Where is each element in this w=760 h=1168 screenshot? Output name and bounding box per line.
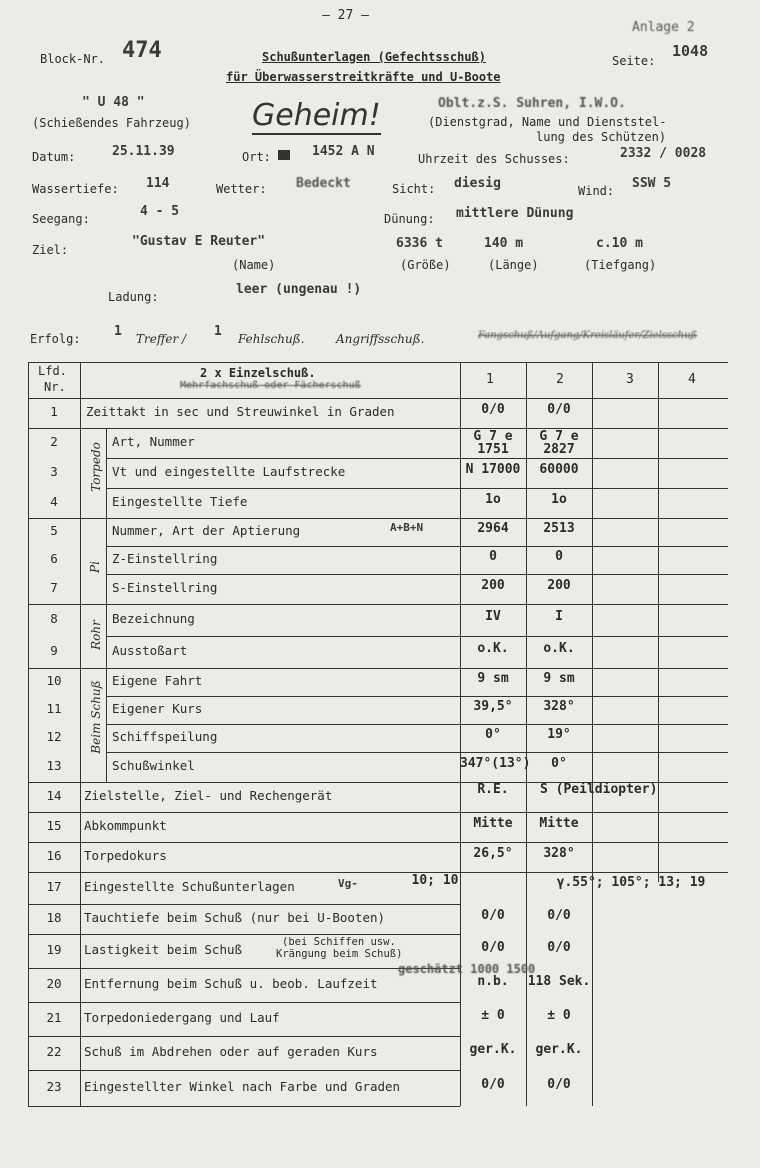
ort-value: 1452 A N — [312, 144, 375, 159]
row-number: 2 — [50, 434, 58, 449]
row-value-1: 39,5° — [473, 699, 513, 714]
row-value-2: o.K. — [543, 641, 575, 656]
caption-groesse: (Größe) — [400, 258, 451, 272]
classification-stamp: Geheim! — [252, 98, 381, 133]
row-value-2: 1o — [551, 492, 567, 507]
row-divider — [106, 546, 728, 547]
row-value-1: ± 0 — [481, 1008, 505, 1023]
row-value-1: o.K. — [477, 641, 509, 656]
row-value-1: 9 sm — [477, 671, 509, 686]
row-label: Nummer, Art der Aptierung — [112, 523, 301, 538]
treffer-label: Treffer / — [136, 332, 187, 346]
uhrzeit-value: 2332 / 0028 — [620, 146, 707, 161]
erfolg-label: Erfolg: — [30, 332, 81, 346]
duenung-label: Dünung: — [384, 212, 435, 226]
caption-name: (Name) — [232, 258, 276, 272]
row-value-1: 2964 — [477, 521, 509, 536]
row-value-2: 0/0 — [547, 402, 571, 417]
row-number: 18 — [46, 910, 62, 925]
row-number: 5 — [50, 523, 58, 538]
row-extra: A+B+N — [390, 521, 424, 534]
row-number: 10 — [46, 673, 62, 688]
row-label: Eigene Fahrt — [112, 673, 203, 688]
row-number: 19 — [46, 942, 62, 957]
row-divider — [106, 724, 728, 725]
row-value-1: 0/0 — [481, 940, 505, 955]
row-value-2: 328° — [543, 699, 575, 714]
col-nr-label: Nr. — [44, 380, 66, 394]
row-number: 9 — [50, 643, 58, 658]
row-number: 11 — [46, 701, 62, 716]
col-4-header: 4 — [688, 372, 696, 387]
row-value-2: γ.55°; 105°; 13; 19 — [556, 875, 706, 890]
group-torpedo-label: Torpedo — [89, 442, 103, 492]
row-number: 22 — [46, 1044, 62, 1059]
row-value-1: ger.K. — [469, 1042, 517, 1057]
row-value-2: 118 Sek. — [527, 974, 591, 989]
col-1-header: 1 — [486, 372, 494, 387]
row-value-1: 200 — [481, 578, 505, 593]
row-number: 7 — [50, 580, 58, 595]
col-3-header: 3 — [626, 372, 634, 387]
ziel-laenge: 140 m — [484, 236, 524, 251]
row-value-1: 26,5° — [473, 846, 513, 861]
row-value-2: 9 sm — [543, 671, 575, 686]
row-note: Krängung beim Schuß) — [276, 948, 403, 960]
row-number: 12 — [46, 729, 62, 744]
row-value-1: 0° — [485, 727, 501, 742]
shooter-caption-1: (Dienstgrad, Name und Dienststel- — [428, 115, 667, 129]
row-label: Abkommpunkt — [84, 818, 167, 833]
row-extra: Vg- — [338, 877, 358, 890]
datum-value: 25.11.39 — [112, 144, 175, 159]
row-divider — [28, 1002, 460, 1003]
row-value-1: n.b. — [477, 974, 509, 989]
ziel-name: "Gustav E Reuter" — [132, 234, 266, 249]
group-divider — [28, 518, 728, 519]
row-label: Z-Einstellring — [112, 551, 218, 566]
row-divider — [28, 968, 460, 969]
boat-caption: (Schießendes Fahrzeug) — [32, 116, 191, 130]
row-number: 14 — [46, 788, 62, 803]
duenung-value: mittlere Dünung — [456, 206, 574, 221]
seegang-value: 4 - 5 — [140, 204, 180, 219]
sicht-value: diesig — [454, 176, 501, 191]
row-value-1: 0 — [489, 549, 497, 564]
caption-tiefgang: (Tiefgang) — [584, 258, 657, 272]
row-value-2: 200 — [547, 578, 571, 593]
row-value-2: ± 0 — [547, 1008, 571, 1023]
row-label: Schuß im Abdrehen oder auf geraden Kurs — [84, 1044, 378, 1059]
row-value-2: 0/0 — [547, 908, 571, 923]
row-divider — [106, 574, 728, 575]
block-label: Block-Nr. — [40, 52, 106, 66]
row-value-2: 0 — [555, 549, 563, 564]
row-value-2: Mitte — [539, 816, 579, 831]
col-2-header: 2 — [556, 372, 564, 387]
row-value-2: S (Peildiopter) — [540, 782, 658, 797]
row-value-2: 19° — [547, 727, 571, 742]
datum-label: Datum: — [32, 150, 76, 164]
wind-label: Wind: — [578, 184, 615, 198]
caption-laenge: (Länge) — [488, 258, 539, 272]
row-value-1: N 17000 — [465, 462, 521, 477]
row-divider — [106, 752, 728, 753]
row-number: 20 — [46, 976, 62, 991]
seite-label: Seite: — [612, 54, 656, 68]
row-value-1: 347°(13°) — [460, 756, 531, 771]
row-number: 23 — [46, 1079, 62, 1094]
row-divider — [28, 934, 460, 935]
form-title: Schußunterlagen (Gefechtsschuß) — [262, 50, 486, 64]
row-value-2: 60000 — [539, 462, 579, 477]
row-label: Schiffspeilung — [112, 729, 218, 744]
row-value-1: IV — [485, 609, 501, 624]
row-label: Eingestellter Winkel nach Farbe und Graden — [84, 1079, 401, 1094]
row-divider — [106, 458, 728, 459]
group-rohr-label: Rohr — [89, 620, 103, 650]
group-divider — [28, 428, 728, 429]
row-divider — [28, 904, 460, 905]
row-value-1: 0/0 — [481, 908, 505, 923]
row-value-1: Mitte — [473, 816, 513, 831]
boat-name: " U 48 " — [82, 95, 145, 110]
row-label: Eingestellte Schußunterlagen — [84, 879, 295, 894]
angriffsschuss-label: Angriffsschuß. — [336, 332, 425, 346]
row-label: Torpedokurs — [84, 848, 167, 863]
row-value-1: G 7 e 1751 — [473, 429, 513, 457]
row-label: Ausstoßart — [112, 643, 188, 658]
struck-options: Fangschuß/Aufgang/Kreisläufer/Zielsschuß — [478, 330, 698, 341]
shooter-name: Oblt.z.S. Suhren, I.W.O. — [438, 96, 626, 111]
row-value-2: 328° — [543, 846, 575, 861]
ziel-label: Ziel: — [32, 243, 69, 257]
row-value-2: 0/0 — [547, 940, 571, 955]
shooter-caption-2: lung des Schützen) — [536, 130, 667, 144]
row-note: (bei Schiffen usw. — [282, 936, 396, 948]
row-label: S-Einstellring — [112, 580, 218, 595]
seite-value: 1048 — [672, 42, 709, 60]
row-label: Entfernung beim Schuß u. beob. Laufzeit — [84, 976, 378, 991]
row-value-2: 2513 — [543, 521, 575, 536]
table-main-heading: 2 x Einzelschuß. — [200, 366, 316, 380]
fehlschuss-label: Fehlschuß. — [238, 332, 305, 346]
group-divider — [28, 604, 728, 605]
row-number: 6 — [50, 551, 58, 566]
row-label: Torpedoniedergang und Lauf — [84, 1010, 280, 1025]
row-value-2: 0/0 — [547, 1077, 571, 1092]
ort-label: Ort: — [242, 150, 271, 164]
seegang-label: Seegang: — [32, 212, 90, 226]
row-label: Vt und eingestellte Laufstrecke — [112, 464, 346, 479]
row-number: 4 — [50, 494, 58, 509]
row-divider — [106, 488, 728, 489]
ladung-label: Ladung: — [108, 290, 159, 304]
row-value-1: 1o — [485, 492, 501, 507]
ort-square-icon — [278, 150, 290, 160]
wassertiefe-label: Wassertiefe: — [32, 182, 119, 196]
wind-value: SSW 5 — [632, 176, 672, 191]
row-number: 13 — [46, 758, 62, 773]
row-number: 16 — [46, 848, 62, 863]
table-struck-heading: Mehrfachschuß oder Fächerschuß — [180, 380, 361, 391]
row-divider — [28, 1036, 460, 1037]
row-label: Art, Nummer — [112, 434, 195, 449]
treffer-count: 1 — [114, 324, 122, 339]
row-divider — [28, 812, 728, 813]
row-label: Lastigkeit beim Schuß — [84, 942, 243, 957]
ladung-value: leer (ungenau !) — [236, 282, 362, 297]
row-label: Eigener Kurs — [112, 701, 203, 716]
row-divider — [28, 872, 728, 873]
group-beim-schuss-label: Beim Schuß — [89, 680, 103, 754]
wetter-value: Bedeckt — [296, 176, 351, 191]
row-divider — [28, 842, 728, 843]
row-divider — [106, 636, 728, 637]
row-label: Tauchtiefe beim Schuß (nur bei U-Booten) — [84, 910, 386, 925]
anlage-label: Anlage 2 — [632, 20, 695, 35]
row-value-2: G 7 e 2827 — [539, 429, 579, 457]
page-mark: — 27 — — [322, 8, 369, 23]
row-divider — [106, 696, 728, 697]
row-number: 8 — [50, 611, 58, 626]
row-value-2: ger.K. — [535, 1042, 583, 1057]
row-value-2: 0° — [551, 756, 567, 771]
row-divider — [28, 1070, 460, 1071]
row-value-2: I — [555, 609, 563, 624]
row-value-1: 0/0 — [481, 1077, 505, 1092]
row-number: 3 — [50, 464, 58, 479]
block-number: 474 — [122, 38, 162, 63]
row-value-1: 10; 10 — [411, 873, 459, 888]
wetter-label: Wetter: — [216, 182, 267, 196]
uhrzeit-label: Uhrzeit des Schusses: — [418, 152, 570, 166]
row-label: Schußwinkel — [112, 758, 195, 773]
row-value-1: R.E. — [477, 782, 509, 797]
ziel-groesse: 6336 t — [396, 236, 443, 251]
sicht-label: Sicht: — [392, 182, 436, 196]
fehlschuss-count: 1 — [214, 324, 222, 339]
ziel-tiefgang: c.10 m — [596, 236, 643, 251]
row-label: Zielstelle, Ziel- und Rechengerät — [84, 788, 333, 803]
form-subtitle: für Überwasserstreitkräfte und U-Boote — [226, 70, 501, 84]
row-number: 17 — [46, 879, 62, 894]
row-label: Bezeichnung — [112, 611, 195, 626]
row-number: 15 — [46, 818, 62, 833]
row-label: Eingestellte Tiefe — [112, 494, 248, 509]
group-pi-label: Pi — [88, 561, 102, 573]
group-divider — [28, 668, 728, 669]
row-handwritten-note: geschätzt 1000 1500 — [398, 962, 536, 976]
row-label: Zeittakt in sec und Streuwinkel in Graden — [86, 404, 395, 419]
col-lfd-label: Lfd. — [38, 364, 67, 378]
row-value-1: 0/0 — [481, 402, 505, 417]
row-number: 21 — [46, 1010, 62, 1025]
wassertiefe-value: 114 — [146, 176, 170, 191]
row-number: 1 — [50, 404, 58, 419]
